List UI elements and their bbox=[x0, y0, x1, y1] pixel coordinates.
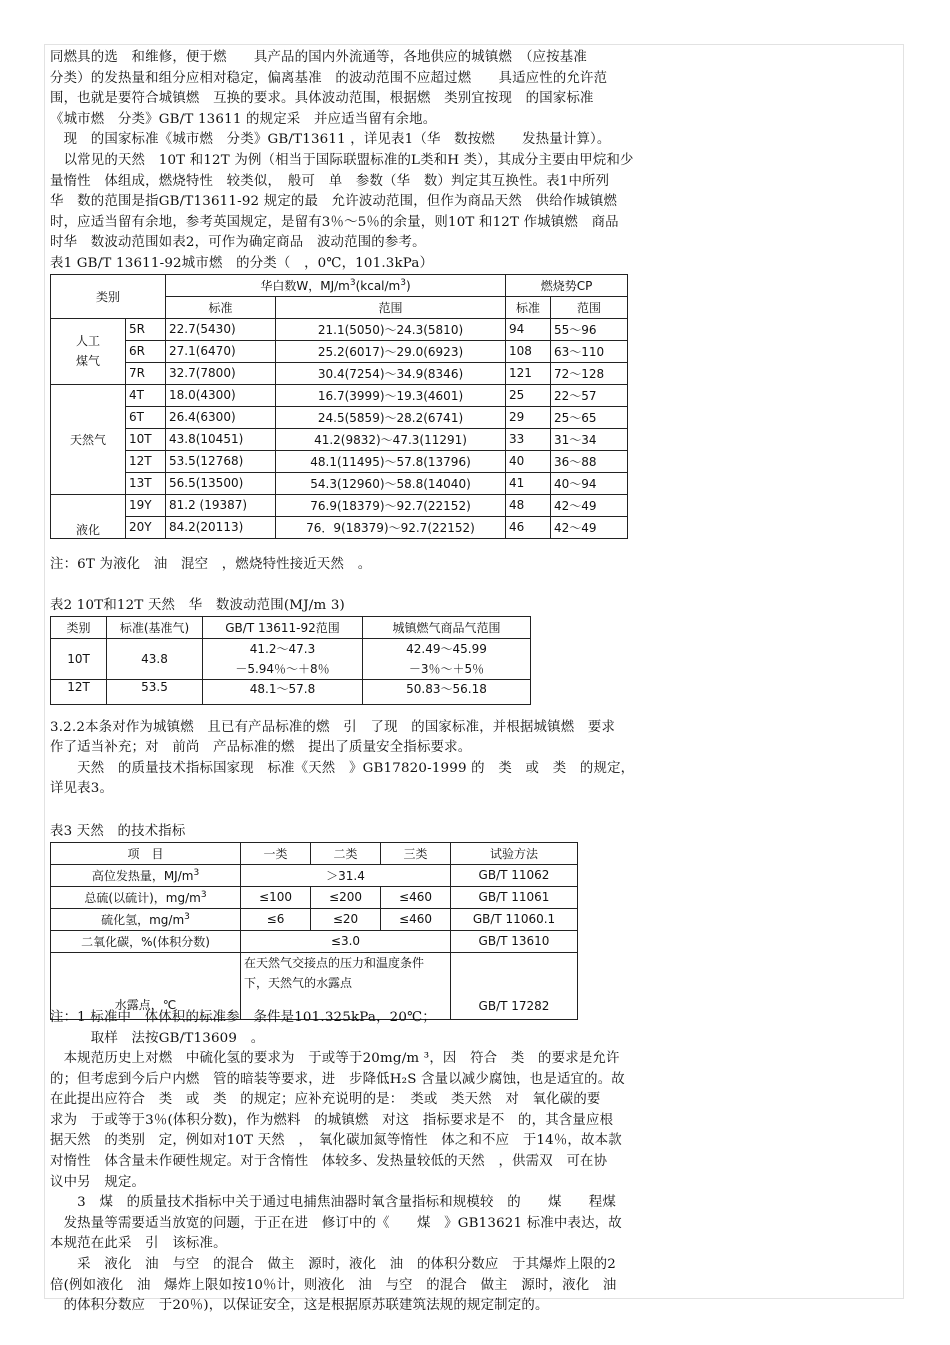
cp-range-cell: 25～65 bbox=[551, 406, 628, 428]
header-wobbe-sup: 3 bbox=[349, 277, 356, 288]
item-sup: 3 bbox=[200, 889, 207, 900]
code-cell: 10T bbox=[126, 428, 166, 450]
text-line: 发热量等需要适当放宽的问题，于正在进 修订中的《 煤 》GB13621 标准中表达，故 bbox=[50, 1215, 622, 1231]
group-name-line1: 天然气 bbox=[69, 432, 106, 447]
table-row bbox=[51, 638, 531, 679]
std-cell: 56.5(13500) bbox=[166, 472, 276, 494]
gb-range-value: 41.2～47.3 bbox=[249, 641, 316, 656]
range-cell: 21.1(5050)～24.3(5810) bbox=[276, 318, 506, 340]
header-cell: 二类 bbox=[311, 842, 381, 864]
text-line: 华 数的范围是指GB/T13611-92 规定的最 允许波动范围，但作为商品天然 供给作城镇燃 bbox=[50, 194, 618, 210]
header-cp-range: 范围 bbox=[551, 296, 628, 318]
text-line: 据天然 的类别 定，例如对10T 天然 ， 氧化碳加氮等惰性 体之和不应 于14％，故本款 bbox=[50, 1133, 622, 1149]
cp-range-cell: 31～34 bbox=[551, 428, 628, 450]
header-cell: 一类 bbox=[241, 842, 311, 864]
table-row bbox=[51, 864, 578, 886]
std-cell: 32.7(7800) bbox=[166, 362, 276, 384]
text-line: 分类）的发热量和组分应相对稳定，偏离基准 的波动范围不应超过燃 具适应性的允许范 bbox=[50, 70, 608, 86]
text-line: 天然 的质量技术指标国家现 标准《天然 》GB17820-1999 的 类 或 类 的规定， bbox=[50, 760, 635, 776]
text-line: 倍(例如液化 油 爆炸上限如按10％计，则液化 油 与空 的混合 做主 源时，液化 油 bbox=[50, 1277, 617, 1293]
table-row bbox=[51, 428, 628, 450]
header-cell: 类别 bbox=[51, 616, 107, 638]
range-cell: 54.3(12960)～58.8(14040) bbox=[276, 472, 506, 494]
text-line: 现 的国家标准《城市燃 分类》GB/T13611 ，详见表1（华 数按燃 发热量计算）。 bbox=[50, 132, 611, 148]
text-line: 的；但考虑到今后户内燃 管的暗装等要求，进 步降低H₂S 含量以减少腐蚀，也是适宜的。故 bbox=[50, 1071, 625, 1087]
intro-paragraph bbox=[50, 48, 700, 254]
town-range-value: 42.49～45.99 bbox=[406, 641, 487, 656]
range-cell: 16.7(3999)～19.3(4601) bbox=[276, 384, 506, 406]
range-cell: 48.1(11495)～57.8(13796) bbox=[276, 450, 506, 472]
table1-note: 注：6T 为液化 油 混空 ，燃烧特性接近天然 。 bbox=[50, 556, 372, 572]
text-line: 的体积分数应 于20％)，以保证安全，这是根据原苏联建筑法规的规定制定的。 bbox=[50, 1298, 549, 1314]
range-cell: 25.2(6017)～29.0(6923) bbox=[276, 340, 506, 362]
item-cell bbox=[51, 908, 241, 930]
text-line: 本规范在此采 引 该标准。 bbox=[50, 1236, 227, 1252]
table-row bbox=[51, 362, 628, 384]
item-cell bbox=[51, 886, 241, 908]
code-cell: 19Y bbox=[126, 494, 166, 516]
method-cell: GB/T 17282 bbox=[451, 952, 578, 1019]
cp-cell: 121 bbox=[506, 362, 551, 384]
town-range-cell bbox=[363, 638, 531, 679]
cp-cell: 33 bbox=[506, 428, 551, 450]
value-cell: ≤3.0 bbox=[241, 930, 451, 952]
town-range-cell: 50.83～56.18 bbox=[363, 679, 531, 704]
table1-container bbox=[50, 274, 630, 535]
cp-range-cell: 55～96 bbox=[551, 318, 628, 340]
table-row bbox=[51, 886, 578, 908]
code-cell: 6R bbox=[126, 340, 166, 362]
group-name-line1: 人工 bbox=[75, 334, 100, 349]
std-cell: 27.1(6470) bbox=[166, 340, 276, 362]
text-line: 同燃具的选 和维修，便于燃 具产品的国内外流通等，各地供应的城镇燃 （应按基准 bbox=[50, 50, 587, 65]
std-cell: 18.0(4300) bbox=[166, 384, 276, 406]
header-range: 范围 bbox=[276, 296, 506, 318]
text-line: 以常见的天然 10T 和12T 为例（相当于国际联盟标准的L类和H 类），其成分主要由甲烷和少 bbox=[50, 152, 634, 168]
method-cell: GB/T 11060.1 bbox=[451, 908, 578, 930]
range-cell: 76.9(18379)～92.7(22152) bbox=[276, 494, 506, 516]
table-row bbox=[51, 930, 578, 952]
gb-range-cell: 48.1～57.8 bbox=[203, 679, 363, 704]
header-std: 标准 bbox=[166, 296, 276, 318]
document-body bbox=[50, 48, 700, 1317]
table-row bbox=[51, 406, 628, 428]
cp-range-cell: 40～94 bbox=[551, 472, 628, 494]
text-line: 围，也就是要符合城镇燃 互换的要求。具体波动范围，根据燃 类别宜按现 的国家标准 bbox=[50, 91, 594, 107]
std-cell: 84.2(20113) bbox=[166, 516, 276, 538]
item-label: 总硫(以硫计)，mg/m bbox=[84, 890, 201, 905]
cp-range-cell: 63～110 bbox=[551, 340, 628, 362]
cp-range-cell: 22～57 bbox=[551, 384, 628, 406]
section-3-2-2 bbox=[50, 718, 700, 800]
code-cell: 7R bbox=[126, 362, 166, 384]
item-label: 硫化氢，mg/m bbox=[101, 912, 185, 927]
table-row bbox=[51, 494, 628, 516]
header-wobbe bbox=[166, 274, 506, 296]
method-cell: GB/T 11061 bbox=[451, 886, 578, 908]
header-cell: GB/T 13611-92范围 bbox=[203, 616, 363, 638]
gb-range-percent: －5.94％～＋8％ bbox=[235, 661, 330, 676]
item-label: 高位发热量，MJ/m bbox=[91, 868, 194, 883]
text-line: 时，应适当留有余地，参考英国规定，是留有3％～5％的余量，则10T 和12T 作城镇燃 商品 bbox=[50, 214, 619, 230]
item-cell: 水露点，℃ bbox=[51, 952, 241, 1019]
table-row bbox=[51, 384, 628, 406]
code-cell: 5R bbox=[126, 318, 166, 340]
item-cell: 二氧化碳，%(体积分数) bbox=[51, 930, 241, 952]
cp-range-cell: 72～128 bbox=[551, 362, 628, 384]
header-wobbe-unit: (kcal/m bbox=[355, 278, 401, 293]
value-cell: ≤460 bbox=[381, 908, 451, 930]
std-cell: 26.4(6300) bbox=[166, 406, 276, 428]
text-line: 《城市燃 分类》GB/T 13611 的规定采 并应适当留有余地。 bbox=[50, 111, 437, 127]
header-cell: 标准(基准气) bbox=[107, 616, 203, 638]
header-wobbe-end: ) bbox=[405, 278, 411, 293]
text-line: 对惰性 体含量未作硬性规定。对于含惰性 体较多、发热量较低的天然 ，供需双 可在协 bbox=[50, 1154, 608, 1170]
std-cell: 43.8(10451) bbox=[166, 428, 276, 450]
group-name bbox=[51, 494, 126, 538]
table3-caption: 表3 天然 的技术指标 bbox=[50, 823, 186, 839]
std-cell: 53.5(12768) bbox=[166, 450, 276, 472]
range-cell: 30.4(7254)～34.9(8346) bbox=[276, 362, 506, 384]
value-cell: ≤100 bbox=[241, 886, 311, 908]
value-cell: ＞31.4 bbox=[241, 864, 451, 886]
table1-caption: 表1 GB/T 13611-92城市燃 的分类（ ，0℃，101.3kPa） bbox=[50, 255, 434, 271]
header-cell: 试验方法 bbox=[451, 842, 578, 864]
text-line: 量惰性 体组成，燃烧特性 较类似， 般可 单 参数（华 数）判定其互换性。表1中所列 bbox=[50, 173, 610, 189]
text-line: 3.2.2本条对作为城镇燃 且已有产品标准的燃 引 了现 的国家标准，并根据城镇燃 要求 bbox=[50, 719, 616, 735]
text-line: 采 液化 油 与空 的混合 做主 源时，液化 油 的体积分数应 于其爆炸上限的2 bbox=[50, 1257, 616, 1273]
cp-cell: 41 bbox=[506, 472, 551, 494]
range-cell: 24.5(5859)～28.2(6741) bbox=[276, 406, 506, 428]
town-range-percent: －3％～＋5％ bbox=[408, 661, 485, 676]
text-line: 时华 数波动范围如表2，可作为确定商品 波动范围的参考。 bbox=[50, 235, 426, 251]
group-name-line1: 液化 bbox=[75, 522, 100, 537]
cp-range-cell: 36～88 bbox=[551, 450, 628, 472]
value-cell: ≤460 bbox=[381, 886, 451, 908]
table2-wobbe-range bbox=[50, 616, 531, 705]
code-cell: 12T bbox=[126, 450, 166, 472]
cp-cell: 25 bbox=[506, 384, 551, 406]
header-cell: 项 目 bbox=[51, 842, 241, 864]
text-line: 本规范历史上对燃 中硫化氢的要求为 于或等于20mg/m ³，因 符合 类 的要求是允许 bbox=[50, 1051, 620, 1067]
text-line: 在此提出应符合 类 或 类 的规定；应补充说明的是： 类或 类天然 对 氧化碳的要 bbox=[50, 1092, 601, 1108]
range-cell: 76．9(18379)～92.7(22152) bbox=[276, 516, 506, 538]
value-cell: ≤20 bbox=[311, 908, 381, 930]
cp-range-cell: 42～49 bbox=[551, 516, 628, 538]
cp-range-cell: 42～49 bbox=[551, 494, 628, 516]
std-cell: 81.2 (19387) bbox=[166, 494, 276, 516]
value-cell: ≤6 bbox=[241, 908, 311, 930]
method-cell: GB/T 13610 bbox=[451, 930, 578, 952]
item-sup: 3 bbox=[193, 867, 200, 878]
table-row bbox=[51, 472, 628, 494]
table-header-row bbox=[51, 842, 578, 864]
table-row bbox=[51, 340, 628, 362]
cp-cell: 108 bbox=[506, 340, 551, 362]
cp-cell: 40 bbox=[506, 450, 551, 472]
header-wobbe-sup2: 3 bbox=[400, 277, 406, 288]
cp-cell: 94 bbox=[506, 318, 551, 340]
text-line: 详见表3。 bbox=[50, 781, 114, 797]
range-cell: 41.2(9832)～47.3(11291) bbox=[276, 428, 506, 450]
table-row bbox=[51, 450, 628, 472]
group-name bbox=[51, 318, 126, 384]
text-line: 议中另 规定。 bbox=[50, 1174, 146, 1190]
value-cell: ≤200 bbox=[311, 886, 381, 908]
gb-range-cell bbox=[203, 638, 363, 679]
group-name bbox=[51, 384, 126, 494]
header-cell: 城镇燃气商品气范围 bbox=[363, 616, 531, 638]
text-line: 作了适当补充；对 前尚 产品标准的燃 提出了质量安全指标要求。 bbox=[50, 740, 472, 756]
category-cell: 12T bbox=[51, 679, 107, 704]
std-cell: 43.8 bbox=[107, 638, 203, 679]
value-cell: 在天然气交接点的压力和温度条件下，天然气的水露点 bbox=[241, 952, 451, 1019]
table-header-row bbox=[51, 274, 628, 296]
table3-note-line2: 取样 法按GB/T13609 。 bbox=[50, 1030, 265, 1046]
category-cell: 10T bbox=[51, 638, 107, 679]
tail-paragraphs bbox=[50, 1049, 700, 1317]
code-cell: 13T bbox=[126, 472, 166, 494]
table2-container bbox=[50, 616, 534, 700]
table-header-row bbox=[51, 616, 531, 638]
cp-cell: 48 bbox=[506, 494, 551, 516]
text-line: 求为 于或等于3％(体积分数)，作为燃料 的城镇燃 对这 指标要求是不 的，其含量应根 bbox=[50, 1112, 614, 1128]
std-cell: 53.5 bbox=[107, 679, 203, 704]
table2-caption: 表2 10T和12T 天然 华 数波动范围(MJ/m 3) bbox=[50, 597, 345, 613]
item-cell bbox=[51, 864, 241, 886]
code-cell: 4T bbox=[126, 384, 166, 406]
item-sup: 3 bbox=[184, 911, 190, 922]
code-cell: 20Y bbox=[126, 516, 166, 538]
method-cell: GB/T 11062 bbox=[451, 864, 578, 886]
code-cell: 6T bbox=[126, 406, 166, 428]
cp-cell: 29 bbox=[506, 406, 551, 428]
std-cell: 22.7(5430) bbox=[166, 318, 276, 340]
header-cp-std: 标准 bbox=[506, 296, 551, 318]
table1-gas-classification bbox=[50, 274, 628, 539]
table3-container bbox=[50, 842, 580, 1013]
table-row bbox=[51, 318, 628, 340]
header-cell: 三类 bbox=[381, 842, 451, 864]
cp-cell: 46 bbox=[506, 516, 551, 538]
header-category: 类别 bbox=[51, 274, 166, 318]
header-cp: 燃烧势CP bbox=[506, 274, 628, 296]
group-name-line2: 煤气 bbox=[75, 354, 100, 369]
table-row bbox=[51, 908, 578, 930]
header-wobbe-label: 华白数W，MJ/m bbox=[260, 278, 350, 293]
text-line: 3 煤 的质量技术指标中关于通过电捕焦油器时氧含量指标和规模较 的 煤 程煤 bbox=[50, 1195, 616, 1211]
table3-note-line1: 注：1 标准中 体体积的标准参 条件是101.325kPa，20℃； bbox=[50, 1009, 436, 1025]
